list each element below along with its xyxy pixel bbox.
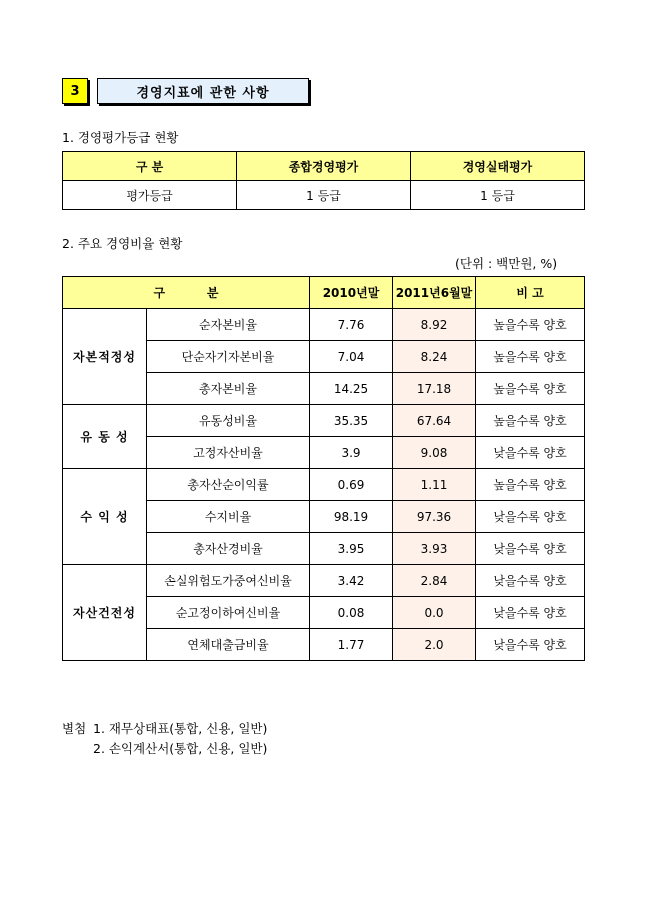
ratio-2011: 3.93 — [393, 533, 476, 565]
grade-heading: 1. 경영평가등급 현황 — [62, 130, 179, 145]
ratio-2011: 9.08 — [393, 437, 476, 469]
ratio-note: 높을수록 양호 — [476, 309, 585, 341]
ratio-2010: 3.95 — [310, 533, 393, 565]
category-profitability: 수 익 성 — [63, 469, 147, 565]
attachments-label: 별첨 — [62, 721, 87, 736]
ratio-2011: 1.11 — [393, 469, 476, 501]
ratio-name: 총자본비율 — [147, 373, 310, 405]
grade-header-category: 구 분 — [63, 152, 237, 181]
ratio-2011: 8.92 — [393, 309, 476, 341]
ratio-name: 단순자기자본비율 — [147, 341, 310, 373]
ratio-name: 순자본비율 — [147, 309, 310, 341]
ratio-2011: 67.64 — [393, 405, 476, 437]
ratios-header-2011: 2011년6월말 — [393, 277, 476, 309]
ratio-2010: 0.08 — [310, 597, 393, 629]
grade-status-value: 1 등급 — [411, 181, 585, 210]
ratio-2010: 0.69 — [310, 469, 393, 501]
ratio-name: 총자산경비율 — [147, 533, 310, 565]
ratios-header-category: 구 분 — [63, 277, 310, 309]
ratio-note: 낮을수록 양호 — [476, 501, 585, 533]
grade-row-label: 평가등급 — [63, 181, 237, 210]
ratio-2010: 35.35 — [310, 405, 393, 437]
ratio-note: 높을수록 양호 — [476, 405, 585, 437]
ratio-2010: 7.76 — [310, 309, 393, 341]
grade-header-status: 경영실태평가 — [411, 152, 585, 181]
ratio-note: 높을수록 양호 — [476, 373, 585, 405]
ratios-table — [62, 276, 585, 661]
ratio-2011: 2.0 — [393, 629, 476, 661]
ratio-note: 낮을수록 양호 — [476, 437, 585, 469]
category-asset-quality: 자산건전성 — [63, 565, 147, 661]
section-title: 경영지표에 관한 사항 — [97, 78, 309, 104]
ratio-2011: 2.84 — [393, 565, 476, 597]
category-liquidity: 유 동 성 — [63, 405, 147, 469]
ratios-heading: 2. 주요 경영비율 현황 — [62, 236, 183, 251]
ratio-note: 높을수록 양호 — [476, 341, 585, 373]
ratio-name: 순고정이하여신비율 — [147, 597, 310, 629]
ratio-name: 총자산순이익률 — [147, 469, 310, 501]
ratio-2010: 1.77 — [310, 629, 393, 661]
ratio-2011: 97.36 — [393, 501, 476, 533]
ratio-name: 고정자산비율 — [147, 437, 310, 469]
category-capital: 자본적정성 — [63, 309, 147, 405]
attachment-item: 2. 손익계산서(통합, 신용, 일반) — [93, 741, 268, 756]
ratio-2010: 7.04 — [310, 341, 393, 373]
ratio-note: 낮을수록 양호 — [476, 629, 585, 661]
ratio-name: 손실위험도가중여신비율 — [147, 565, 310, 597]
ratio-2010: 3.42 — [310, 565, 393, 597]
ratios-header-note: 비 고 — [476, 277, 585, 309]
grade-header-overall: 종합경영평가 — [237, 152, 411, 181]
ratio-note: 낮을수록 양호 — [476, 565, 585, 597]
ratio-name: 연체대출금비율 — [147, 629, 310, 661]
attachment-item: 1. 재무상태표(통합, 신용, 일반) — [93, 721, 268, 736]
ratios-header-2010: 2010년말 — [310, 277, 393, 309]
ratio-2011: 0.0 — [393, 597, 476, 629]
ratio-2010: 98.19 — [310, 501, 393, 533]
ratio-2011: 17.18 — [393, 373, 476, 405]
ratio-2010: 14.25 — [310, 373, 393, 405]
ratio-note: 낮을수록 양호 — [476, 597, 585, 629]
section-number: 3 — [62, 78, 88, 104]
unit-note: (단위 : 백만원, %) — [455, 256, 558, 271]
ratio-2011: 8.24 — [393, 341, 476, 373]
grade-table — [62, 151, 585, 210]
ratio-2010: 3.9 — [310, 437, 393, 469]
ratio-name: 유동성비율 — [147, 405, 310, 437]
grade-overall-value: 1 등급 — [237, 181, 411, 210]
ratio-note: 낮을수록 양호 — [476, 533, 585, 565]
ratio-note: 높을수록 양호 — [476, 469, 585, 501]
ratio-name: 수지비율 — [147, 501, 310, 533]
